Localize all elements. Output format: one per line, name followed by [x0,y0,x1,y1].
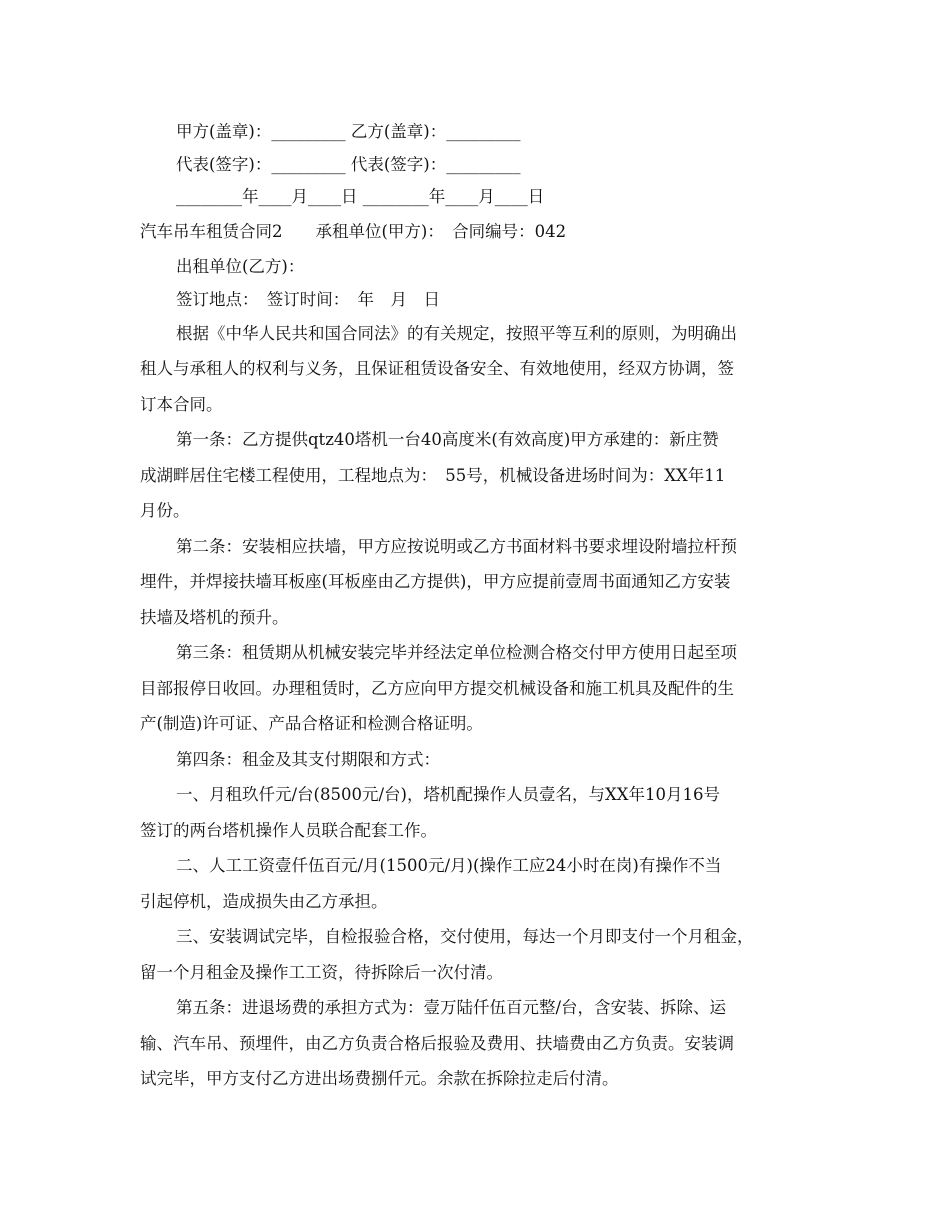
clause-3-line: 目部报停日收回。办理租赁时，乙方应向甲方提交机械设备和施工机具及配件的生 [140,679,734,698]
signature-row-seal: 甲方(盖章)：_________ 乙方(盖章)：_________ [176,122,521,141]
clause-5-line: 第五条：进退场费的承担方式为：壹万陆仟伍百元整/台，含安装、拆除、运 [176,998,727,1017]
clause-4-item-3: 三、安装调试完毕，自检报验合格，交付使用，每达一个月即支付一个月租金， [176,927,754,946]
clause-3-line: 产(制造)许可证、产品合格证和检测合格证明。 [140,714,483,733]
clause-4-item-1: 签订的两台塔机操作人员联合配套工作。 [140,821,437,840]
signature-row-date: ________年____月____日 ________年____月____日 [176,187,545,206]
clause-3-line: 第三条：租赁期从机械安装完毕并经法定单位检测合格交付甲方使用日起至项 [176,643,737,662]
clause-4-item-1: 一、月租玖仟元/台(8500元/台)，塔机配操作人员壹名，与XX年10月16号 [176,785,720,804]
body-line: 根据《中华人民共和国合同法》的有关规定，按照平等互利的原则，为明确出 [176,324,737,343]
clause-1-line: 月份。 [140,501,190,520]
clause-2-line: 埋件，并焊接扶墙耳板座(耳板座由乙方提供)，甲方应提前壹周书面通知乙方安装 [140,572,731,591]
signing-info-line: 签订地点： 签订时间： 年 月 日 [176,290,440,309]
contract-title-line: 汽车吊车租赁合同2 承租单位(甲方)： 合同编号：042 [140,222,567,241]
clause-4-item-2: 二、人工工资壹仟伍百元/月(1500元/月)(操作工应24小时在岗)有操作不当 [176,856,722,875]
clause-4-item-3: 留一个月租金及操作工工资，待拆除后一次付清。 [140,963,503,982]
body-line: 订本合同。 [140,395,223,414]
clause-5-line: 输、汽车吊、预埋件，由乙方负责合格后报验及费用、扶墙费由乙方负责。安装调 [140,1034,734,1053]
lessor-line: 出租单位(乙方)： [176,257,305,276]
clause-4-heading: 第四条：租金及其支付期限和方式： [176,750,440,769]
clause-4-item-2: 引起停机，造成损失由乙方承担。 [140,892,388,911]
clause-1-line: 第一条：乙方提供qtz40塔机一台40高度米(有效高度)甲方承建的：新庄赞 [176,430,719,449]
clause-1-line: 成湖畔居住宅楼工程使用，工程地点为： 55号，机械设备进场时间为：XX年11 [140,466,726,485]
body-line: 租人与承租人的权利与义务，且保证租赁设备安全、有效地使用，经双方协调，签 [140,359,734,378]
signature-row-sign: 代表(签字)：_________ 代表(签字)：_________ [176,155,521,174]
clause-2-line: 扶墙及塔机的预升。 [140,608,289,627]
clause-2-line: 第二条：安装相应扶墙，甲方应按说明或乙方书面材料书要求埋设附墙拉杆预 [176,537,737,556]
clause-5-line: 试完毕，甲方支付乙方进出场费捌仟元。余款在拆除拉走后付清。 [140,1069,619,1088]
